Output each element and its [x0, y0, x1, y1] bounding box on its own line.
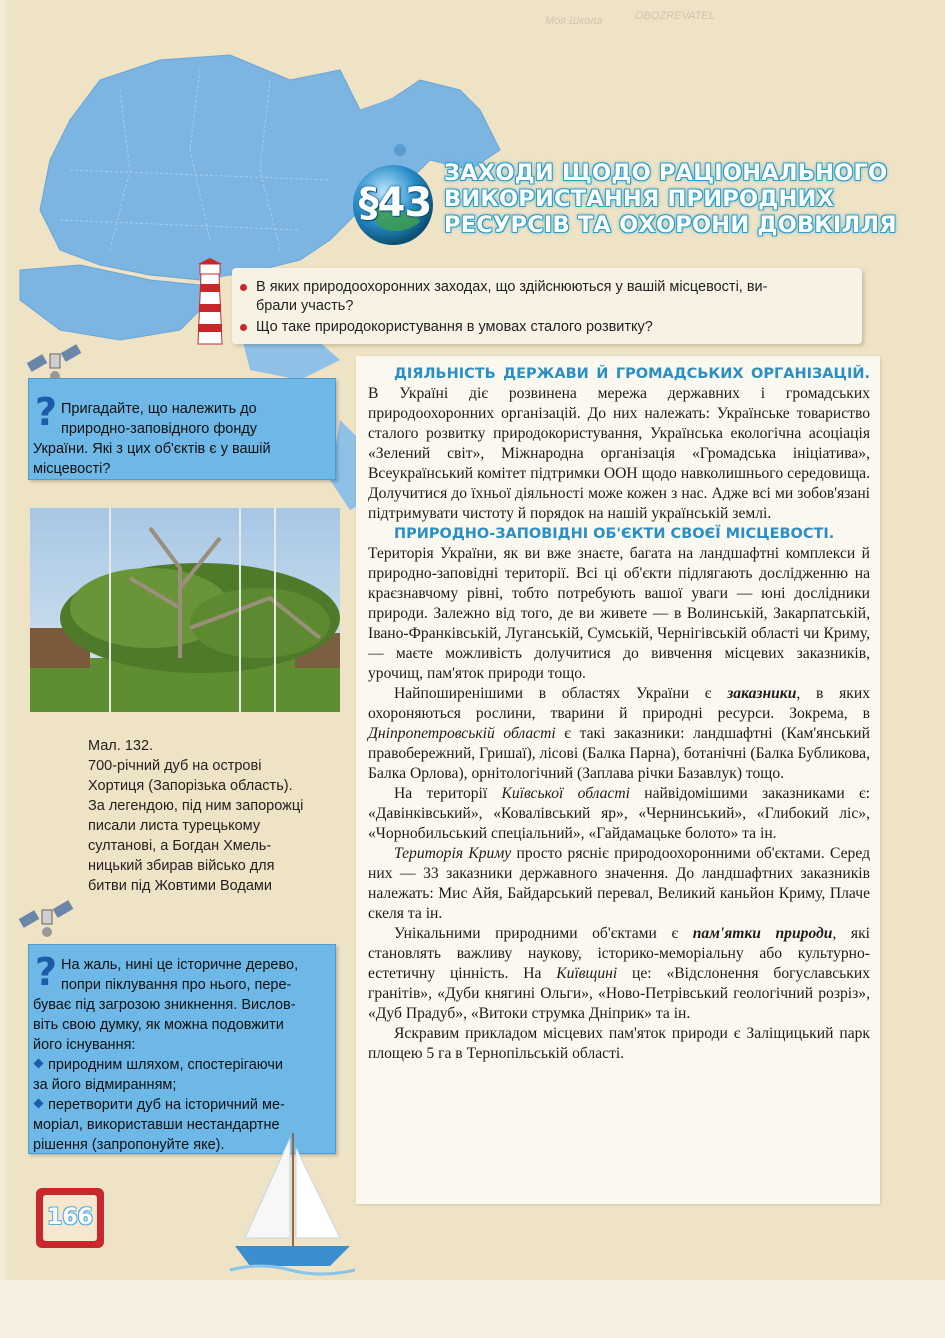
text-span: Найпоширенішими в областях України є — [394, 685, 728, 702]
lighthouse-icon — [190, 258, 230, 348]
text-span: це: «Відслонення богуславських гранітів», «Дуби княгині Ольги», «Ново-Петрівський геологічний розріз», «Дуб Прадуб», «Витоки струмка Дніприк» та ін. — [368, 965, 870, 1022]
intro-question-2 — [256, 318, 653, 337]
question-line: Пригадайте, що належить до — [61, 401, 257, 417]
intro-question-1 — [256, 278, 767, 316]
option-text: за його відмиранням; — [33, 1077, 177, 1093]
photo-caption — [88, 736, 348, 896]
intro-question-line: брали участь? — [256, 298, 354, 314]
section-title — [444, 160, 914, 238]
paragraph-7: Яскравим прикладом місцевих пам'яток природи є Заліщицький парк площею 5 га в Тернопільській області. — [368, 1025, 870, 1062]
section-heading: ПРИРОДНО-ЗАПОВІДНІ ОБ'ЄКТИ СВОЄЇ МІСЦЕВОСТІ. — [394, 526, 835, 542]
question-line: його існування: — [33, 1037, 136, 1053]
intro-question-line: Що таке природокористування в умовах сталого розвитку? — [256, 319, 653, 335]
text-span: просто рясніє природоохоронними об'єктами. Серед них — 33 заказники державного значення. До ландшафтних заказників належать: Мис Айя, Байдарський перевал, Великий каньйон Криму, Плаче скеля та ін. — [368, 845, 871, 922]
option-text: рішення (запропонуйте яке). — [33, 1137, 225, 1153]
intro-questions — [232, 268, 862, 344]
question-mark-icon: ? — [35, 390, 58, 434]
watermark-text: OBOZREVATEL — [635, 10, 715, 22]
caption-line: 700-річний дуб на острові — [88, 758, 262, 774]
paragraph-1 — [368, 364, 870, 524]
diamond-bullet-icon — [34, 1099, 44, 1109]
satellite-icon — [16, 896, 76, 946]
sailboat-icon — [230, 1128, 360, 1278]
main-text — [368, 364, 870, 1064]
section-title-line: РЕСУРСІВ ТА ОХОРОНИ ДОВКІЛЛЯ — [444, 212, 897, 238]
question-line: віть свою думку, як можна подовжити — [33, 1017, 284, 1033]
paragraph-6 — [368, 924, 870, 1024]
emphasis-term: Київської області — [501, 785, 630, 802]
option-1 — [33, 1055, 329, 1075]
text-span: , які становлять важливу наукову, історико-меморіальну або культурно-естетичну цінність. На — [368, 925, 870, 982]
section-title-line: ЗАХОДИ ЩОДО РАЦІОНАЛЬНОГО — [444, 160, 888, 186]
question-text — [33, 399, 329, 479]
paragraph-4 — [368, 784, 870, 844]
question-line: буває під загрозою зникнення. Вислов- — [33, 997, 296, 1013]
paragraph-3 — [368, 684, 870, 784]
paragraph-2 — [368, 524, 870, 544]
option-text: моріал, використавши нестандартне — [33, 1117, 280, 1133]
question-text — [33, 955, 329, 1155]
watermark-text: Моя Школа — [545, 15, 603, 27]
caption-line: битви під Жовтими Водами — [88, 878, 272, 894]
text-span: На території — [394, 785, 502, 802]
caption-label: Мал. 132. — [88, 738, 154, 754]
paragraph-text: В Україні діє розвинена мережа державних і громадських природоохоронних організацій. До них належать: Українське товариство сталого розвитку природокористування, Українська екологічна асоціація «Зелений світ», Міжнародна організація «Громадська ініціатива», Всеукраїнський комітет підтримки ООН щодо навколишнього середовища. Долучитися до їхньої діяльності може кожен з нас. Адже всі ми зобов'язані підтримувати чистоту й порядок на нашій українській землі. — [368, 385, 870, 522]
section-number: §43 — [358, 180, 432, 226]
section-heading: ДІЯЛЬНІСТЬ ДЕРЖАВИ Й ГРОМАДСЬКИХ ОРГАНІЗАЦІЙ. — [394, 366, 870, 382]
question-line: природно-заповідного фонду — [61, 421, 258, 437]
paragraph-text: Територія України, як ви вже знаєте, багата на ландшафтні комплекси й природно-заповідні території. Всі ці об'єкти підлягають дослідженню на краєзнавчому рівні, тобто потребують вашої уваги — юні дослідники природи. Залежно від того, де ви живете — в Волинській, Закарпатській, Івано-Франківській, Луганській, Сумській, Чернігівській області чи Криму, — маєте можливість долучитися до вивчення місцевих заказників, урочищ, пам'яток природи тощо. — [368, 545, 870, 682]
text-span: найвідомішими заказниками є: «Давінківський», «Ковалівський яр», «Чернинський», «Глибокий ліс», «Чорнобильський спеціальний», «Гайдамацьке болото» та ін. — [368, 785, 870, 842]
emphasis-term: Дніпропетровській області — [368, 725, 556, 742]
diamond-bullet-icon — [34, 1059, 44, 1069]
question-mark-icon: ? — [35, 950, 58, 994]
text-span: Унікальними природними об'єктами є — [394, 925, 693, 942]
caption-line: писали листа турецькому — [88, 818, 261, 834]
bottom-strip — [0, 1280, 945, 1338]
page-number: 166 — [43, 1195, 97, 1241]
red-bullet-icon — [240, 284, 247, 291]
red-bullet-icon — [240, 324, 247, 331]
intro-question-line: В яких природоохоронних заходах, що здійснюються у вашій місцевості, ви- — [256, 279, 768, 295]
caption-line: султанові, а Богдан Хмель- — [88, 838, 272, 854]
text-span: , в яких охороняються рослини, тварини й природні ресурси. Зокрема, в — [368, 685, 870, 722]
caption-line: ницький збирав військо для — [88, 858, 275, 874]
emphasis-term: Київщині — [556, 965, 618, 982]
emphasis-term: пам'ятки природи — [692, 925, 833, 942]
text-span: є такі заказники: ландшафтні (Кам'янський правобережний, Гришаї), лісові (Балка Парна), ботанічні (Балка Бубликова, Балка Орлова), орнітологічний (Заплава річки Базавлук) тощо. — [368, 725, 870, 782]
caption-line: Хортиця (Запорізька область). — [88, 778, 293, 794]
oak-tree-photo — [30, 508, 340, 712]
question-line: місцевості? — [33, 461, 111, 477]
page-number-badge — [36, 1188, 104, 1248]
emphasis-term: заказники — [727, 685, 797, 702]
caption-line: За легендою, під ним запорожці — [88, 798, 304, 814]
option-2 — [33, 1095, 329, 1115]
question-line: попри піклування про нього, пере- — [61, 977, 292, 993]
question-line: України. Які з цих об'єктів є у вашій — [33, 441, 271, 457]
paragraph-5 — [368, 844, 870, 924]
emphasis-term: Територія Криму — [394, 845, 512, 862]
question-box-2 — [28, 944, 336, 1154]
option-text: природним шляхом, спостерігаючи — [48, 1057, 284, 1073]
question-box-1 — [28, 378, 336, 480]
option-text: перетворити дуб на історичний ме- — [48, 1097, 285, 1113]
section-title-line: ВИКОРИСТАННЯ ПРИРОДНИХ — [444, 186, 835, 212]
question-line: На жаль, нині це історичне дерево, — [61, 957, 299, 973]
